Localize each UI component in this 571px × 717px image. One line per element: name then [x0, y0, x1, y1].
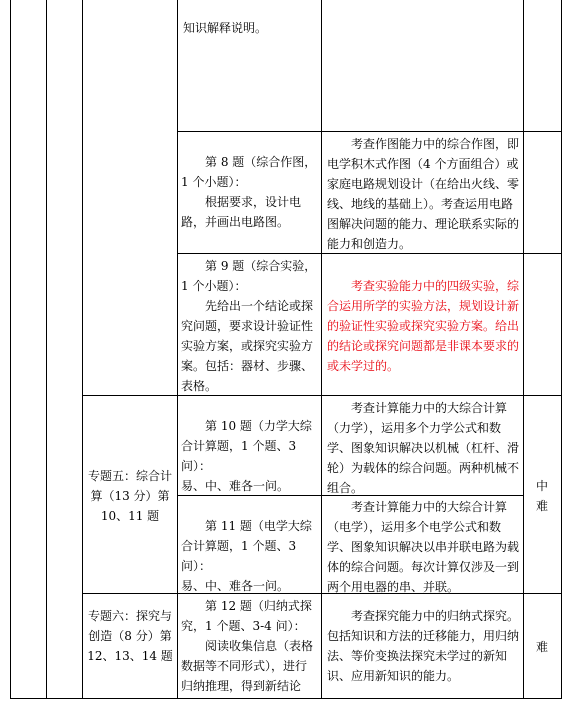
q11-assessment: 考查计算能力中的大综合计算（电学），运用多个电学公式和数学、图象知识解决以串并联电路为载体的综合问题。每次计算仅涉及一到两个用电器的串、并联。: [327, 500, 520, 594]
q12-title: 第 12 题（归纳式探究，1 个题、3-4 问）：: [181, 599, 312, 633]
q11-title: 第 11 题（电学大综合计算题，1 个题、3 问）：: [181, 519, 312, 573]
q8-assessment: 考查作图能力中的综合作图，即电学积木式作图（4 个方面组合）或家庭电路规划设计（在给出火线、零线、地线的基础上）。考查运用电路图解决问题的能力、理论联系实际的能力和创造力。: [327, 137, 520, 251]
q8-title: 第 8 题（综合作图，1 个小题）：: [181, 155, 317, 189]
grid-line: [523, 0, 524, 699]
q9-assessment-cell: [327, 276, 519, 376]
q9-title: 第 9 题（综合实验，1 个小题）：: [181, 259, 317, 293]
q10-assessment: 考查计算能力中的大综合计算（力学），运用多个力学公式和数学、图象知识解决以机械（杠杆、滑轮）为载体的综合问题。两种机械不组合。: [327, 401, 520, 495]
q9-assessment: 考查实验能力中的四级实验，综合运用所学的实验方法，规划设计新的验证性实验或探究实验方案。给出的结论或探究问题都是非课本要求的或未学过的。: [327, 279, 520, 373]
q8-assessment-cell: [327, 134, 519, 254]
q12-detail: 阅读收集信息（表格数据等不同形式），进行归纳推理，得到新结论: [181, 639, 314, 693]
q10-detail: 易、中、难各一问。: [181, 479, 290, 493]
q12-question-cell: [181, 596, 317, 696]
q12-assessment: 考查探究能力中的归纳式探究。包括知识和方法的迁移能力，用归纳法、等价变换法探究未学过的新知识、应用新知识的能力。: [327, 609, 520, 683]
grid-line: [46, 0, 47, 699]
topic6-difficulty-cell: [527, 637, 557, 657]
q12-assessment-cell: [327, 606, 519, 686]
q8-detail: 根据要求，设计电路，并画出电路图。: [181, 195, 302, 229]
q10-question-cell: [181, 416, 317, 496]
q8-question-cell: [181, 152, 317, 232]
grid-line: [321, 0, 322, 699]
topic5-label-cell: [86, 466, 174, 526]
q10-title: 第 10 题（力学大综合计算题，1 个题、3 问）：: [181, 419, 312, 473]
grid-line: [177, 0, 178, 699]
q11-assessment-cell: [327, 497, 519, 597]
grid-line: [10, 0, 11, 699]
q10-assessment-cell: [327, 398, 519, 498]
grid-line: [177, 131, 562, 132]
grid-line: [82, 0, 83, 699]
q11-question-cell: [181, 516, 317, 596]
topic6-label-cell: [86, 606, 174, 666]
q7-detail-cell: [183, 18, 319, 38]
q11-detail: 易、中、难各一问。: [181, 579, 290, 593]
topic5-difficulty-cell: [532, 476, 552, 516]
q7-detail: 知识解释说明。: [183, 21, 268, 35]
q9-detail: 先给出一个结论或探究问题，要求设计验证性实验方案，或探究实验方案。包括：器材、步骤、表格。: [181, 299, 314, 393]
topic6-label: 专题六：探究与创造（8 分）第 12、13、14 题: [87, 609, 173, 663]
topic5-difficulty: 中难: [535, 479, 548, 513]
grid-line: [82, 395, 562, 396]
topic5-label: 专题五：综合计算（13 分）第 10、11 题: [87, 469, 172, 523]
grid-line: [561, 0, 562, 699]
q9-question-cell: [181, 256, 317, 396]
grid-line: [10, 698, 562, 699]
topic6-difficulty: 难: [535, 640, 548, 654]
